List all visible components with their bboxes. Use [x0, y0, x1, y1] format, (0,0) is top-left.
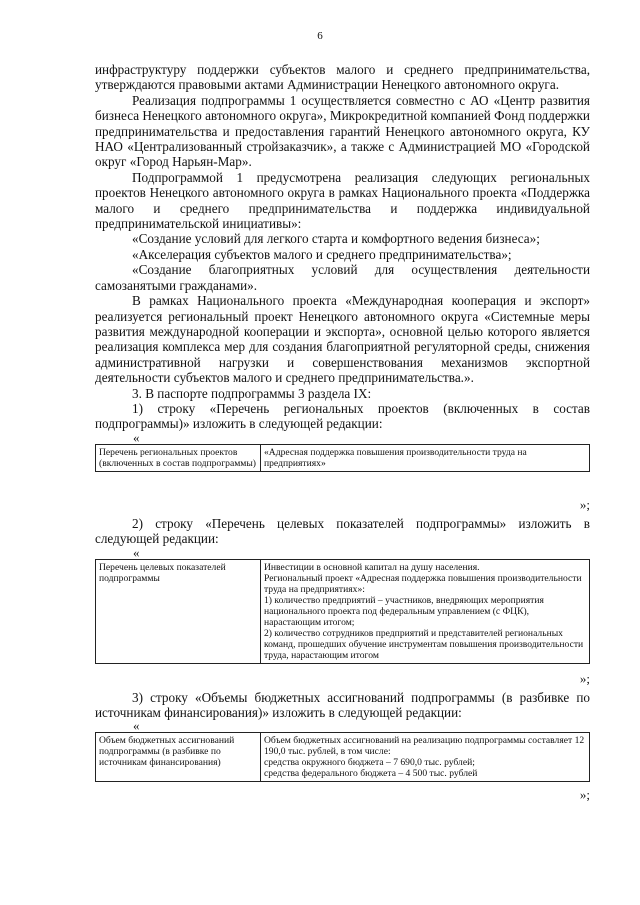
quote-open-3: « [133, 718, 140, 734]
table2-left-cell: Перечень целевых показателей подпрограммы [96, 559, 261, 663]
paragraph: инфраструктуру поддержки субъектов малого и среднего предпринимательства, утверждаются правовыми актами Администрации Ненецкого автономного округа. [95, 62, 590, 93]
table2-right-line: Инвестиции в основной капитал на душу населения. [264, 561, 480, 573]
quote-open-2: « [133, 544, 140, 560]
quote-close-1: »; [579, 496, 590, 512]
table-budget-allocations [95, 732, 590, 782]
quote-close-2: »; [579, 670, 590, 686]
paragraph: «Акселерация субъектов малого и среднего предпринимательства»; [132, 246, 512, 262]
paragraph: «Создание условий для легкого старта и комфортного ведения бизнеса»; [132, 231, 540, 247]
intro-paragraphs [95, 62, 590, 432]
table2-right-cell [261, 559, 590, 663]
quote-close-3: »; [579, 787, 590, 803]
table3-right-line: средства окружного бюджета – 7 690,0 тыс. рублей; [264, 757, 475, 769]
paragraph: В рамках Национального проекта «Международная кооперация и экспорт» реализуется региональный проект Ненецкого автономного округа «Системные меры развития международной кооперации и экспорта», основной целью которого является реализация комплекса мер для создания благоприятной регуляторной среды, снижения административной нагрузки и совершенствования механизмов экспортной деятельности субъектов малого и среднего предпринимательства.». [95, 293, 590, 386]
table1-left-cell: Перечень региональных проектов (включенных в состав подпрограммы) [96, 444, 261, 471]
table2-right-line: 1) количество предприятий – участников, внедряющих мероприятия национального проекта под федеральным управлением (с ФЦК), нарастающим итогом; [264, 594, 544, 628]
document-body [95, 62, 590, 806]
table3-right-cell [261, 733, 590, 782]
paragraph: Подпрограммой 1 предусмотрена реализация следующих региональных проектов Ненецкого автономного округа в рамках Национального проекта «Поддержка малого и среднего предпринимательства и поддержка индивидуальной предпринимательской инициативы»: [95, 169, 590, 232]
paragraph: 1) строку «Перечень региональных проектов (включенных в состав подпрограммы)» изложить в следующей редакции: [95, 400, 590, 432]
page-number: 6 [317, 30, 323, 42]
paragraph: Реализация подпрограммы 1 осуществляется совместно с АО «Центр развития бизнеса Ненецкого автономного округа», Микрокредитной компанией Фонд поддержки предпринимательства и предоставления гарантий Ненецкого автономного округа, КУ НАО «Централизованный стройзаказчик», а также с Администрацией МО «Городской округ «Город Нарьян-Мар». [95, 92, 590, 170]
table3-right-line: средства федерального бюджета – 4 500 тыс. рублей [264, 768, 478, 780]
paragraph: 3. В паспорте подпрограммы 3 раздела IX: [132, 385, 372, 401]
table-regional-projects [95, 444, 590, 472]
paragraph: «Создание благоприятных условий для осуществления деятельности самозанятыми гражданами». [95, 262, 590, 293]
table2-right-line: Региональный проект «Адресная поддержка повышения производительности труда на предприятиях»: [264, 572, 582, 595]
table1-right-cell [261, 444, 590, 471]
quote-open-1: « [133, 429, 140, 445]
paragraph-item-2: 2) строку «Перечень целевых показателей подпрограммы» изложить в следующей редакции: [95, 515, 590, 547]
table2-right-line: 2) количество сотрудников предприятий и представителей региональных команд, прошедших обучение инструментам повышения производительности труда, нарастающим итогом [264, 627, 584, 661]
table3-left-cell: Объем бюджетных ассигнований подпрограммы (в разбивке по источникам финансирования) [96, 733, 261, 782]
paragraph-item-3: 3) строку «Объемы бюджетных ассигнований подпрограммы (в разбивке по источникам финансирования)» изложить в следующей редакции: [95, 689, 590, 720]
table-target-indicators [95, 559, 590, 664]
table1-right-line: «Адресная поддержка повышения производительности труда на предприятиях» [264, 446, 527, 469]
table3-right-line: Объем бюджетных ассигнований на реализацию подпрограммы составляет 12 190,0 тыс. рублей, в том числе: [264, 735, 585, 758]
